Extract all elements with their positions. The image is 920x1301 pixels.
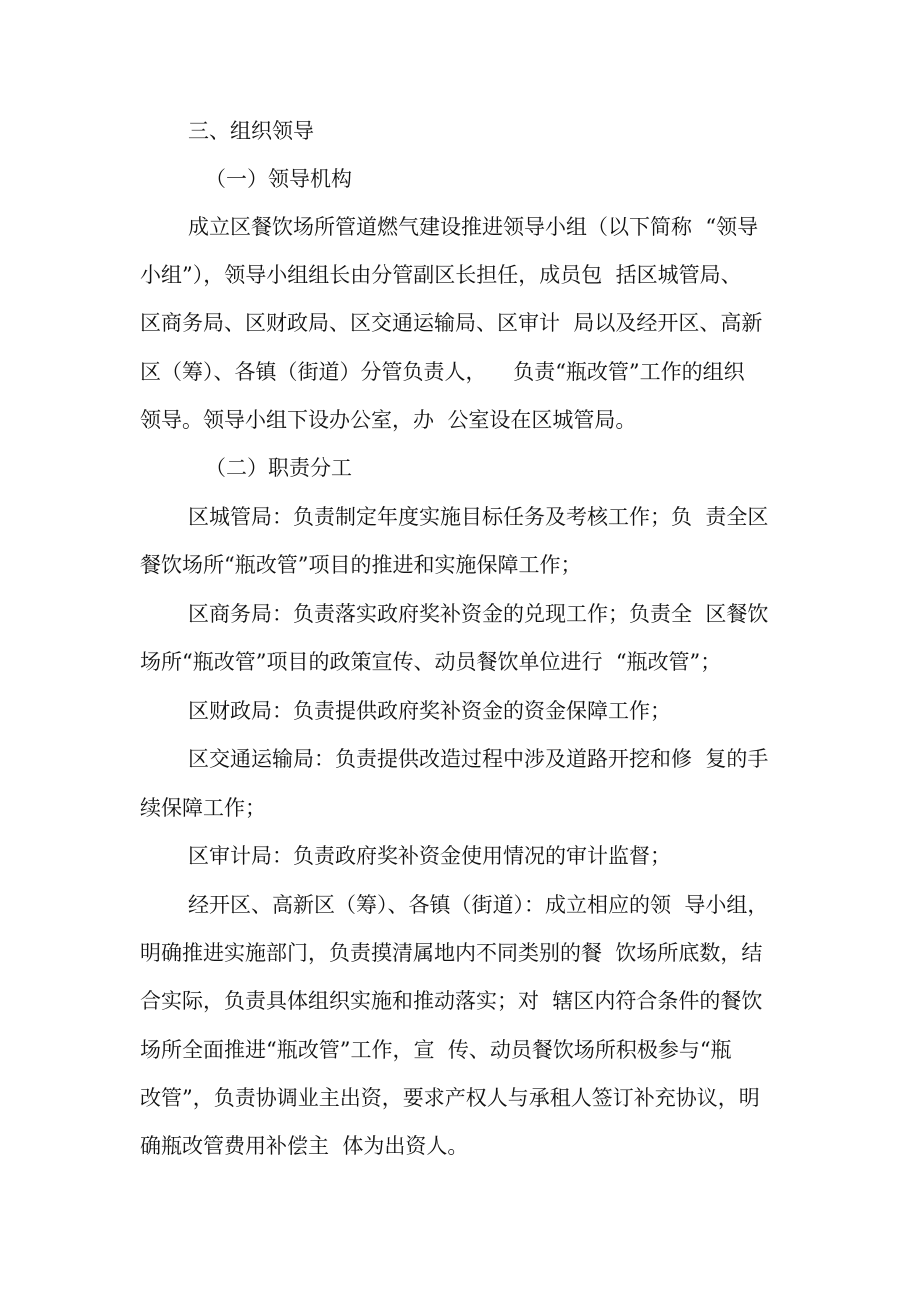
paragraph-line: 明确推进实施部门，负责摸清属地内不同类别的餐 饮场所底数，结 xyxy=(140,941,763,965)
paragraph-line: 场所全面推进“瓶改管”工作，宣 传、动员餐饮场所积极参与“瓶 xyxy=(140,1038,732,1062)
paragraph-line: 续保障工作； xyxy=(140,796,266,820)
paragraph-line: 区商务局、区财政局、区交通运输局、区审计 局以及经开区、高新 xyxy=(140,311,763,335)
paragraph-line: 确瓶改管费用补偿主 体为出资人。 xyxy=(140,1134,469,1158)
paragraph-line: 改管”，负责协调业主出资，要求产权人与承租人签订补充协议，明 xyxy=(140,1086,760,1110)
paragraph-line: 餐饮场所“瓶改管”项目的推进和实施保障工作； xyxy=(140,553,582,577)
paragraph-line: 经开区、高新区（筹）、各镇（街道）：成立相应的领 导小组， xyxy=(188,893,769,917)
paragraph-line: 区财政局：负责提供政府奖补资金的资金保障工作； xyxy=(188,699,671,723)
subsection-title-responsibilities: （二）职责分工 xyxy=(205,456,352,480)
paragraph-line: 区商务局：负责落实政府奖补资金的兑现工作；负责全 区餐饮 xyxy=(188,602,769,626)
paragraph-line: 合实际，负责具体组织实施和推动落实；对 辖区内符合条件的餐饮 xyxy=(140,989,763,1013)
paragraph-line: 成立区餐饮场所管道燃气建设推进领导小组（以下简称 “领导 xyxy=(188,215,759,239)
paragraph-line: 区交通运输局：负责提供改造过程中涉及道路开挖和修 复的手 xyxy=(188,747,769,771)
paragraph-line: 场所“瓶改管”项目的政策宣传、动员餐饮单位进行 “瓶改管”； xyxy=(140,650,722,674)
paragraph-line: 领导。领导小组下设办公室，办 公室设在区城管局。 xyxy=(140,408,637,432)
paragraph-line: 区城管局：负责制定年度实施目标任务及考核工作；负 责全区 xyxy=(188,505,769,529)
subsection-title-leadership-body: （一）领导机构 xyxy=(205,167,352,191)
section-heading: 三、组织领导 xyxy=(188,119,314,143)
paragraph-line: 区（筹）、各镇（街道）分管负责人， 负责“瓶改管”工作的组织 xyxy=(140,360,745,384)
paragraph-line: 区审计局：负责政府奖补资金使用情况的审计监督； xyxy=(188,844,671,868)
paragraph-line: 小组”），领导小组组长由分管副区长担任，成员包 括区城管局、 xyxy=(140,263,742,287)
